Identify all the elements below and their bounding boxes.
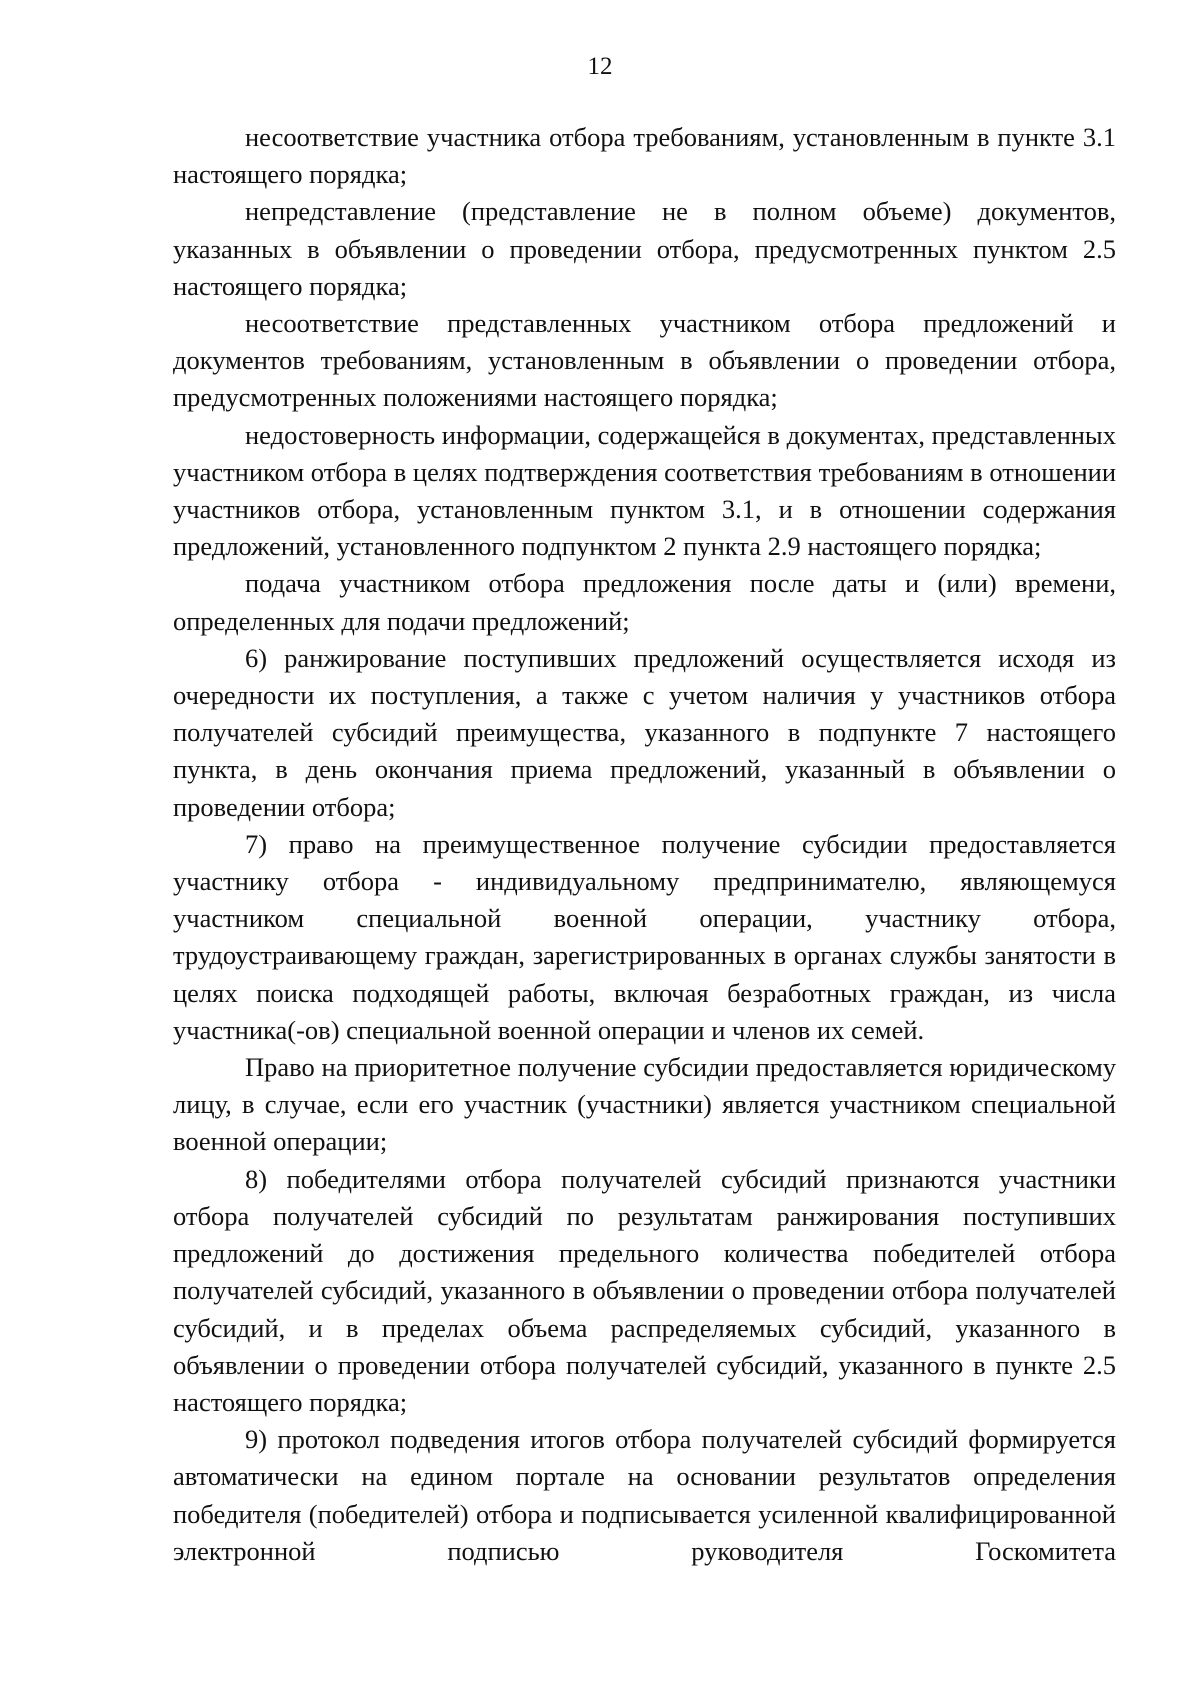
paragraph-nonsubmission-documents: непредставление (представление не в полном объеме) документов, указанных в объявлении о проведении отбора, предусмотренных пунктом 2.5 настоящего порядка; xyxy=(173,196,1116,301)
paragraph-inaccuracy-information: недостоверность информации, содержащейся в документах, представленных участником отбора в целях подтверждения соответствия требованиям в отношении участников отбора, установленным пунктом 3.1, и в отношении содержания предложений, установленного подпунктом 2 пункта 2.9 настоящего порядка; xyxy=(173,419,1116,562)
paragraph-noncompliance-participant: несоответствие участника отбора требованиям, установленным в пункте 3.1 настоящего порядка; xyxy=(173,122,1116,190)
page-number: 12 xyxy=(587,53,613,80)
document-body xyxy=(173,119,1116,1570)
paragraph-item-9-protocol: 9) протокол подведения итогов отбора получателей субсидий формируется автоматически на едином портале на основании результатов определения победителя (победителей) отбора и подписывается усиленной квалифицированной электронной подписью руководителя Госкомитета xyxy=(173,1424,1116,1566)
paragraph-item-8-winners: 8) победителями отбора получателей субсидий признаются участники отбора получателей субсидий по результатам ранжирования поступивших предложений до достижения предельного количества победителей отбора получателей субсидий, указанного в объявлении о проведении отбора получателей субсидий, и в пределах объема распределяемых субсидий, указанного в объявлении о проведении отбора получателей субсидий, указанного в пункте 2.5 настоящего порядка; xyxy=(173,1163,1116,1417)
paragraph-item-6-ranking: 6) ранжирование поступивших предложений осуществляется исходя из очередности их поступления, а также с учетом наличия у участников отбора получателей субсидий преимущества, указанного в подпункте 7 настоящего пункта, в день окончания приема предложений, указанный в объявлении о проведении отбора; xyxy=(173,642,1116,822)
paragraph-noncompliance-proposals: несоответствие представленных участником отбора предложений и документов требованиям, установленным в объявлении о проведении отбора, предусмотренных положениями настоящего порядка; xyxy=(173,308,1116,413)
paragraph-late-submission: подача участником отбора предложения после даты и (или) времени, определенных для подачи предложений; xyxy=(173,568,1116,636)
paragraph-priority-right: Право на приоритетное получение субсидии предоставляется юридическому лицу, в случае, если его участник (участники) является участником специальной военной операции; xyxy=(173,1052,1116,1157)
paragraph-item-7-preference: 7) право на преимущественное получение субсидии предоставляется участнику отбора - индивидуальному предпринимателю, являющемуся участником специальной военной операции, участнику отбора, трудоустраивающему граждан, зарегистрированных в органах службы занятости в целях поиска подходящей работы, включая безработных граждан, из числа участника(-ов) специальной военной операции и членов их семей. xyxy=(173,828,1116,1045)
